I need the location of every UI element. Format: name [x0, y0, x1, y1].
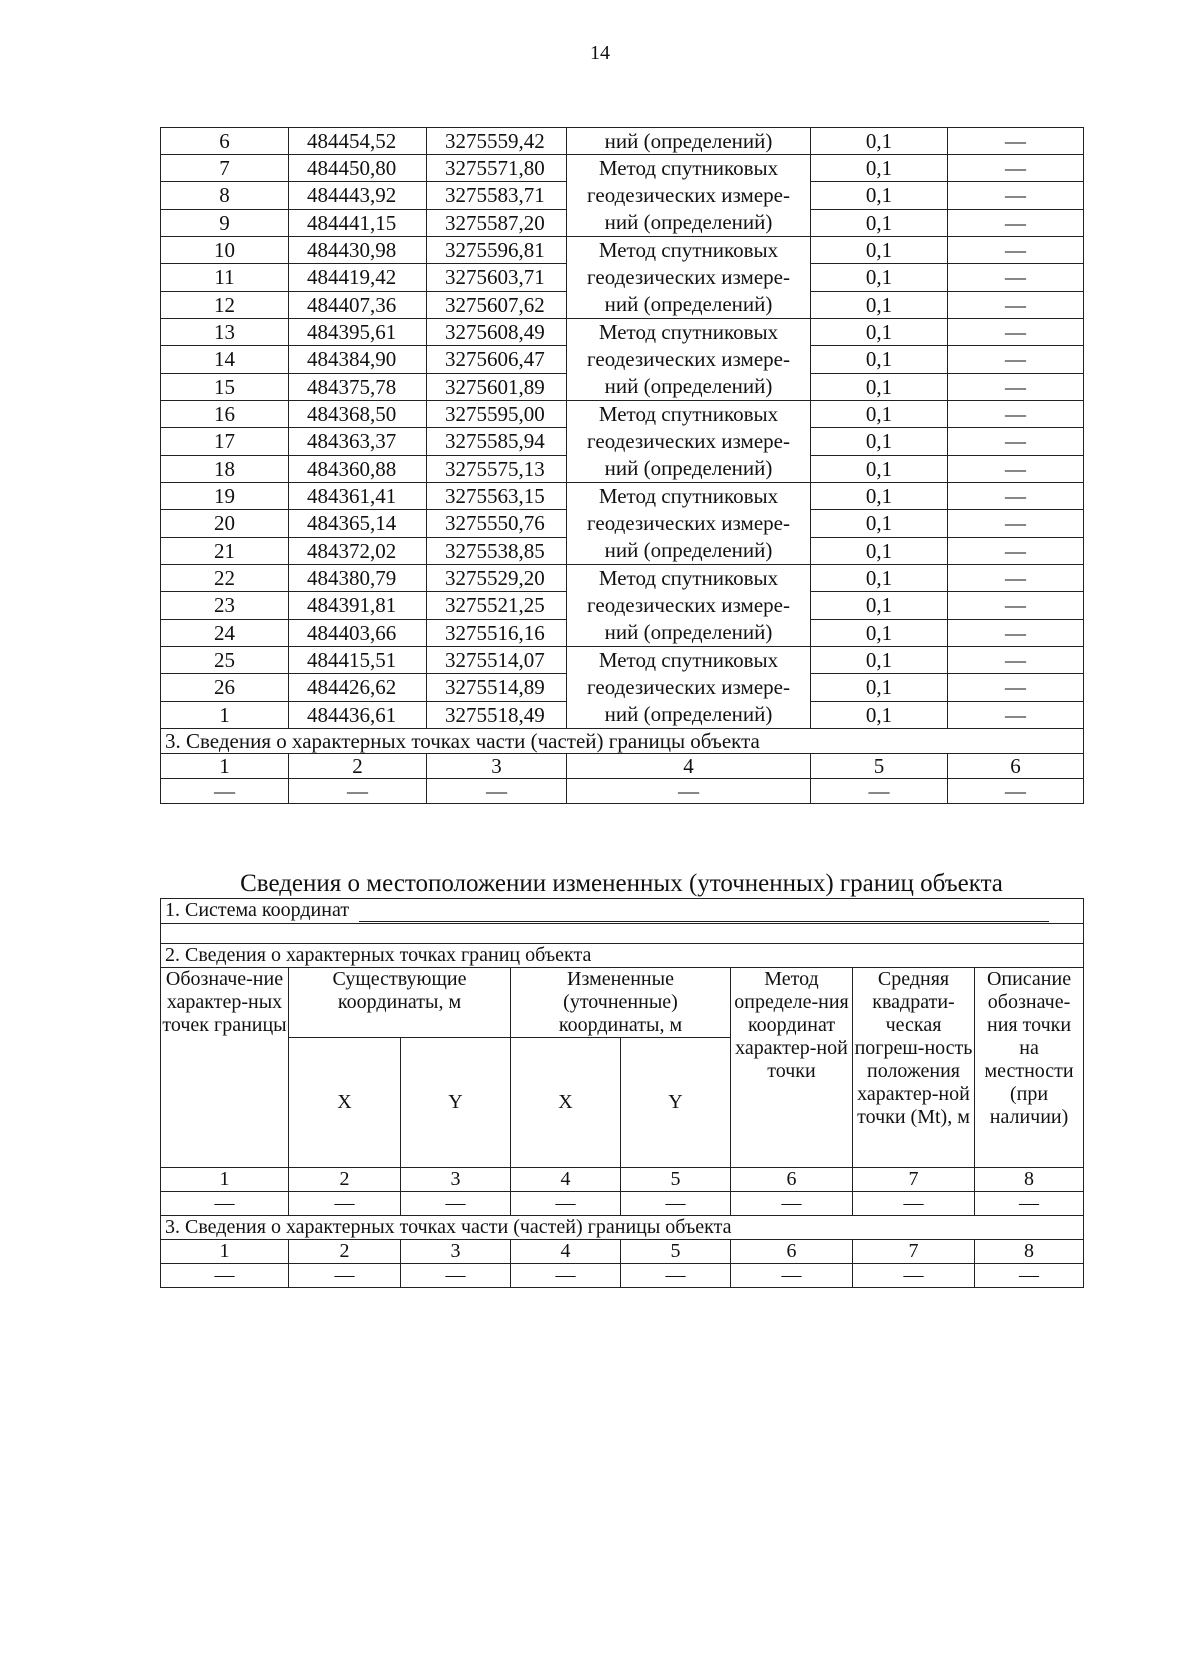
- precision: 0,1: [811, 510, 948, 537]
- point-number: 9: [161, 209, 289, 236]
- column-number: 5: [811, 754, 948, 779]
- description: —: [948, 291, 1084, 318]
- table-row: [161, 155, 1084, 182]
- coord-y: 3275559,42: [427, 128, 567, 155]
- coord-x: 484419,42: [289, 264, 427, 291]
- point-number: 10: [161, 237, 289, 264]
- column-number: 7: [853, 1240, 975, 1264]
- column-number: 8: [975, 1168, 1084, 1192]
- dash-cell: —: [401, 1192, 511, 1216]
- table-row: [161, 128, 1084, 155]
- description: —: [948, 155, 1084, 182]
- column-number: 6: [731, 1240, 853, 1264]
- dash-cell: —: [621, 1264, 731, 1288]
- coord-x: 484391,81: [289, 592, 427, 619]
- header-mt: Средняя квадрати-ческая погреш-ность положения характер-ной точки (Mt), м: [853, 968, 975, 1168]
- point-number: 20: [161, 510, 289, 537]
- coord-x: 484361,41: [289, 483, 427, 510]
- coord-y: 3275538,85: [427, 537, 567, 564]
- method-line: Метод спутниковых: [598, 156, 779, 180]
- precision: 0,1: [811, 483, 948, 510]
- column-number: 4: [511, 1168, 621, 1192]
- coord-y: 3275514,07: [427, 647, 567, 674]
- method-cell: [567, 647, 811, 729]
- coord-y: 3275606,47: [427, 346, 567, 373]
- dash-cell: —: [401, 1264, 511, 1288]
- coord-system-line: [359, 903, 1049, 922]
- coord-x: 484436,61: [289, 701, 427, 728]
- dash-row: [161, 1192, 1084, 1216]
- point-number: 17: [161, 428, 289, 455]
- description: —: [948, 264, 1084, 291]
- header-y-existing: Y: [401, 1038, 511, 1168]
- description: —: [948, 182, 1084, 209]
- header-x-changed: X: [511, 1038, 621, 1168]
- point-number: 6: [161, 128, 289, 155]
- method-line: геодезических измере-: [587, 675, 790, 699]
- method-cell: [567, 155, 811, 237]
- coord-y: 3275595,00: [427, 401, 567, 428]
- point-number: 12: [161, 291, 289, 318]
- coord-y: 3275587,20: [427, 209, 567, 236]
- column-number: 3: [427, 754, 567, 779]
- point-number: 11: [161, 264, 289, 291]
- point-number: 14: [161, 346, 289, 373]
- column-number: 2: [289, 1168, 401, 1192]
- coord-x: 484380,79: [289, 565, 427, 592]
- point-number: 7: [161, 155, 289, 182]
- header-method: Метод определе-ния координат характер-ной точки: [731, 968, 853, 1168]
- description: —: [948, 565, 1084, 592]
- column-numbers-row: [161, 1168, 1084, 1192]
- coord-x: 484454,52: [289, 128, 427, 155]
- coord-x: 484426,62: [289, 674, 427, 701]
- point-number: 16: [161, 401, 289, 428]
- column-number: 8: [975, 1240, 1084, 1264]
- section2-label: 2. Сведения о характерных точках границ объекта: [161, 944, 1084, 968]
- dash-cell: —: [853, 1264, 975, 1288]
- point-number: 15: [161, 373, 289, 400]
- precision: 0,1: [811, 401, 948, 428]
- coord-y: 3275601,89: [427, 373, 567, 400]
- method-line: геодезических измере-: [587, 183, 790, 207]
- dash-cell: —: [289, 1264, 401, 1288]
- column-number: 2: [289, 754, 427, 779]
- method-line: Метод спутниковых: [598, 484, 779, 508]
- column-number: 3: [401, 1168, 511, 1192]
- precision: 0,1: [811, 565, 948, 592]
- boundary-points-table: [160, 127, 1084, 804]
- header-changed-coords: Измененные (уточненные) координаты, м: [511, 968, 731, 1038]
- description: —: [948, 592, 1084, 619]
- precision: 0,1: [811, 537, 948, 564]
- precision: 0,1: [811, 346, 948, 373]
- method-cell: [567, 401, 811, 483]
- section3-label: 3. Сведения о характерных точках части (частей) границы объекта: [161, 729, 1084, 754]
- header-description: Описание обозначе-ния точки на местности (при наличии): [975, 968, 1084, 1168]
- column-numbers-row: [161, 1240, 1084, 1264]
- coord-x: 484368,50: [289, 401, 427, 428]
- method-line: ний (определений): [604, 620, 773, 644]
- point-number: 18: [161, 455, 289, 482]
- method-cell: [567, 565, 811, 647]
- column-number: 5: [621, 1240, 731, 1264]
- coord-x: 484360,88: [289, 455, 427, 482]
- header-existing-coords: Существующие координаты, м: [289, 968, 511, 1038]
- point-number: 8: [161, 182, 289, 209]
- method-cell: [567, 483, 811, 565]
- coord-y: 3275585,94: [427, 428, 567, 455]
- column-number: 1: [161, 1168, 289, 1192]
- method-line: Метод спутниковых: [598, 320, 779, 344]
- description: —: [948, 701, 1084, 728]
- dash-cell: —: [811, 779, 948, 804]
- precision: 0,1: [811, 674, 948, 701]
- description: —: [948, 483, 1084, 510]
- coord-x: 484430,98: [289, 237, 427, 264]
- precision: 0,1: [811, 455, 948, 482]
- coord-x: 484384,90: [289, 346, 427, 373]
- dash-cell: —: [161, 779, 289, 804]
- dash-cell: —: [511, 1264, 621, 1288]
- coord-x: 484443,92: [289, 182, 427, 209]
- point-number: 13: [161, 319, 289, 346]
- method-line: Метод спутниковых: [598, 566, 779, 590]
- column-number: 6: [948, 754, 1084, 779]
- point-number: 21: [161, 537, 289, 564]
- column-number: 3: [401, 1240, 511, 1264]
- description: —: [948, 373, 1084, 400]
- table-row: [161, 319, 1084, 346]
- description: —: [948, 537, 1084, 564]
- dash-cell: —: [161, 1264, 289, 1288]
- column-number: 2: [289, 1240, 401, 1264]
- coord-x: 484372,02: [289, 537, 427, 564]
- section-title: Сведения о местоположении измененных (уточненных) границ объекта: [240, 870, 1003, 897]
- dash-cell: —: [161, 1192, 289, 1216]
- dash-cell: —: [567, 779, 811, 804]
- table-row: [161, 565, 1084, 592]
- coord-y: 3275563,15: [427, 483, 567, 510]
- description: —: [948, 674, 1084, 701]
- description: —: [948, 237, 1084, 264]
- precision: 0,1: [811, 237, 948, 264]
- header-point-designation: Обозначе-ние характер-ных точек границы: [161, 968, 289, 1168]
- point-number: 24: [161, 619, 289, 646]
- precision: 0,1: [811, 128, 948, 155]
- point-number: 22: [161, 565, 289, 592]
- dash-cell: —: [975, 1264, 1084, 1288]
- precision: 0,1: [811, 182, 948, 209]
- column-number: 6: [731, 1168, 853, 1192]
- precision: 0,1: [811, 264, 948, 291]
- description: —: [948, 209, 1084, 236]
- point-number: 23: [161, 592, 289, 619]
- method-line: геодезических измере-: [587, 429, 790, 453]
- coord-x: 484403,66: [289, 619, 427, 646]
- coord-y: 3275521,25: [427, 592, 567, 619]
- precision: 0,1: [811, 592, 948, 619]
- coord-y: 3275529,20: [427, 565, 567, 592]
- precision: 0,1: [811, 209, 948, 236]
- dash-cell: —: [511, 1192, 621, 1216]
- blank-row: [161, 924, 1084, 944]
- coord-y: 3275516,16: [427, 619, 567, 646]
- table-row: [161, 483, 1084, 510]
- dash-cell: —: [731, 1264, 853, 1288]
- dash-cell: —: [853, 1192, 975, 1216]
- table-row: [161, 647, 1084, 674]
- point-number: 26: [161, 674, 289, 701]
- description: —: [948, 128, 1084, 155]
- column-number: 5: [621, 1168, 731, 1192]
- dash-cell: —: [948, 779, 1084, 804]
- coord-y: 3275575,13: [427, 455, 567, 482]
- coord-y: 3275514,89: [427, 674, 567, 701]
- point-number: 25: [161, 647, 289, 674]
- method-line: геодезических измере-: [587, 265, 790, 289]
- coord-y: 3275596,81: [427, 237, 567, 264]
- table-row: [161, 401, 1084, 428]
- coord-y: 3275603,71: [427, 264, 567, 291]
- method-cell: ний (определений): [567, 128, 811, 155]
- dash-cell: —: [975, 1192, 1084, 1216]
- coord-x: 484407,36: [289, 291, 427, 318]
- point-number: 1: [161, 701, 289, 728]
- method-cell: [567, 237, 811, 319]
- precision: 0,1: [811, 155, 948, 182]
- coord-y: 3275607,62: [427, 291, 567, 318]
- coord-x: 484441,15: [289, 209, 427, 236]
- dash-cell: —: [731, 1192, 853, 1216]
- coord-system-row: [161, 899, 1084, 924]
- section3-label: 3. Сведения о характерных точках части (частей) границы объекта: [161, 1216, 1084, 1240]
- dash-cell: —: [621, 1192, 731, 1216]
- column-number: 7: [853, 1168, 975, 1192]
- method-line: геодезических измере-: [587, 593, 790, 617]
- coord-y: 3275608,49: [427, 319, 567, 346]
- description: —: [948, 455, 1084, 482]
- precision: 0,1: [811, 647, 948, 674]
- precision: 0,1: [811, 428, 948, 455]
- dash-row: [161, 1264, 1084, 1288]
- method-line: ний (определений): [604, 538, 773, 562]
- method-line: Метод спутниковых: [598, 648, 779, 672]
- column-number: 1: [161, 1240, 289, 1264]
- method-line: ний (определений): [604, 702, 773, 726]
- method-line: геодезических измере-: [587, 347, 790, 371]
- column-number: 4: [567, 754, 811, 779]
- coord-y: 3275571,80: [427, 155, 567, 182]
- precision: 0,1: [811, 291, 948, 318]
- coord-y: 3275518,49: [427, 701, 567, 728]
- point-number: 19: [161, 483, 289, 510]
- precision: 0,1: [811, 319, 948, 346]
- method-line: Метод спутниковых: [598, 238, 779, 262]
- header-y-changed: Y: [621, 1038, 731, 1168]
- coord-x: 484415,51: [289, 647, 427, 674]
- coord-x: 484395,61: [289, 319, 427, 346]
- coord-x: 484450,80: [289, 155, 427, 182]
- description: —: [948, 428, 1084, 455]
- coord-y: 3275550,76: [427, 510, 567, 537]
- page-number: 14: [590, 42, 610, 64]
- precision: 0,1: [811, 701, 948, 728]
- method-line: Метод спутниковых: [598, 402, 779, 426]
- dash-cell: —: [289, 1192, 401, 1216]
- method-line: ний (определений): [604, 456, 773, 480]
- description: —: [948, 510, 1084, 537]
- header-x-existing: X: [289, 1038, 401, 1168]
- method-line: ний (определений): [604, 210, 773, 234]
- column-number: 4: [511, 1240, 621, 1264]
- method-cell: [567, 319, 811, 401]
- method-line: геодезических измере-: [587, 511, 790, 535]
- method-line: ний (определений): [604, 292, 773, 316]
- description: —: [948, 319, 1084, 346]
- coord-system-label: 1. Система координат: [165, 899, 350, 921]
- coord-x: 484365,14: [289, 510, 427, 537]
- dash-cell: —: [289, 779, 427, 804]
- coord-y: 3275583,71: [427, 182, 567, 209]
- description: —: [948, 647, 1084, 674]
- precision: 0,1: [811, 373, 948, 400]
- table-row: [161, 237, 1084, 264]
- precision: 0,1: [811, 619, 948, 646]
- changed-boundaries-table: [160, 898, 1084, 1288]
- description: —: [948, 401, 1084, 428]
- column-number: 1: [161, 754, 289, 779]
- dash-cell: —: [427, 779, 567, 804]
- description: —: [948, 619, 1084, 646]
- method-line: ний (определений): [604, 374, 773, 398]
- description: —: [948, 346, 1084, 373]
- coord-x: 484375,78: [289, 373, 427, 400]
- coord-x: 484363,37: [289, 428, 427, 455]
